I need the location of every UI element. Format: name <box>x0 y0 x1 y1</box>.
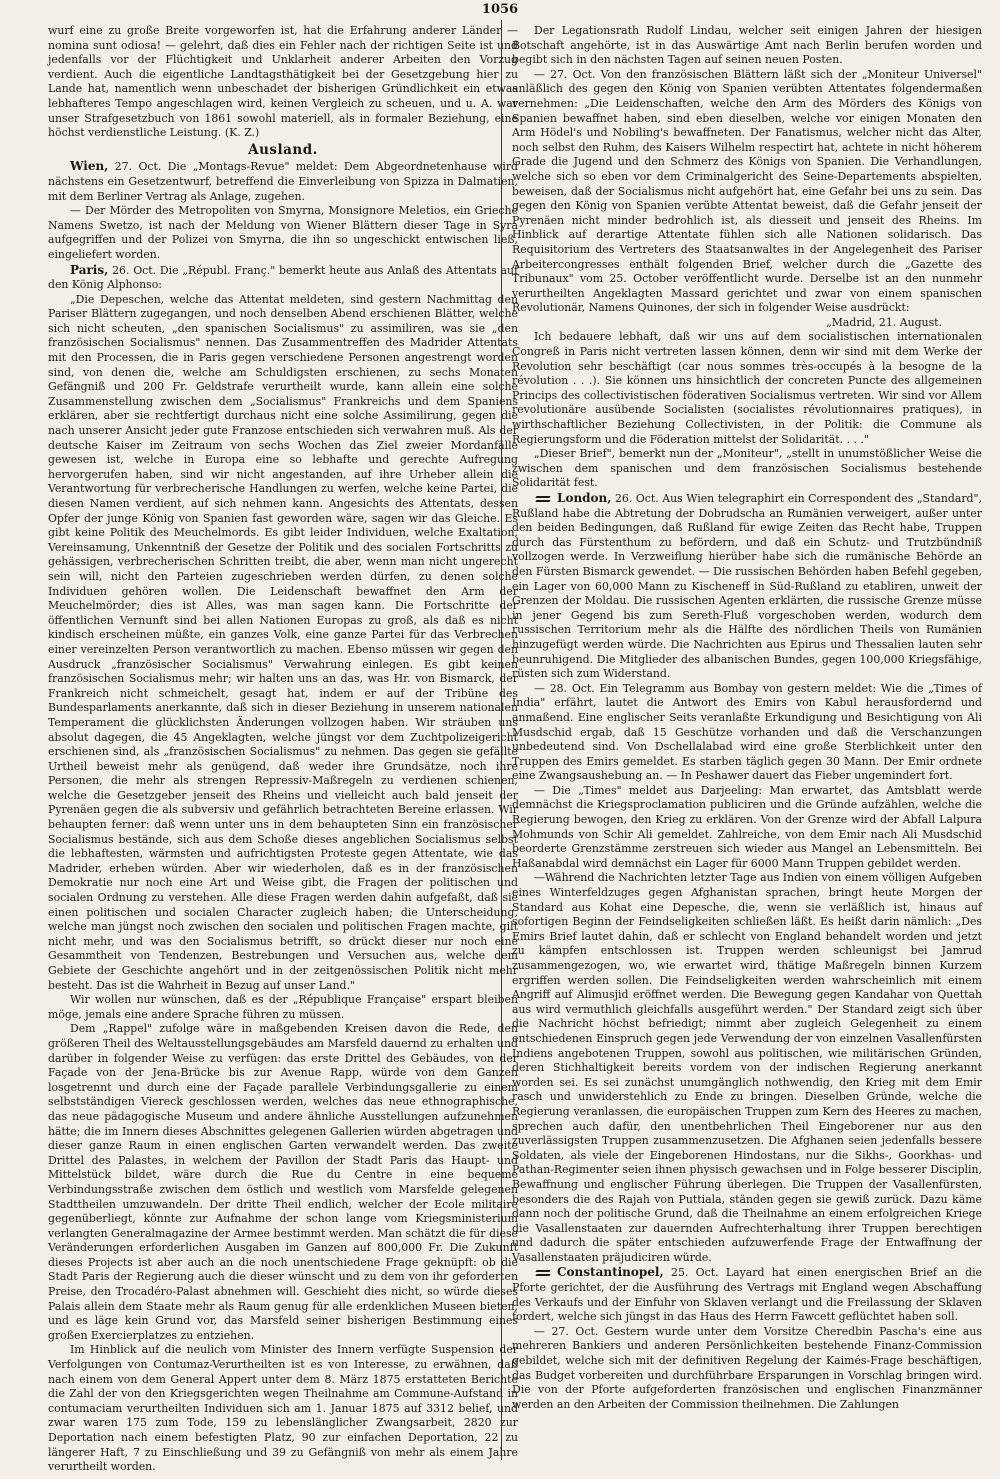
left-column <box>48 24 518 1474</box>
right-column <box>512 24 982 1464</box>
right-paragraph-1: Der Legationsrath Rudolf Lindau, welcher seit einigen Jahren der hiesigen Botschaft angehörte, ist in das Auswärtige Amt nach Berlin berufen worden und begibt sich in den nächsten Tagen auf seinen neuen Posten. <box>512 24 982 67</box>
london-paragraph <box>512 491 982 682</box>
right-paragraph-5: „Dieser Brief", bemerkt nun der „Moniteur", „stellt in unumstößlicher Weise die zwischen dem spanischen und dem französischen Socialismus bestehende Solidarität fest. <box>512 447 982 490</box>
dispatch-mark-icon <box>534 495 554 503</box>
constantinopel-paragraph <box>512 1265 982 1324</box>
london-text: 26. Oct. Aus Wien telegraphirt ein Correspondent des „Standard", Rußland habe die Abtretung der Dobrudscha an Rumänien verweigert, außer unter den beiden Bedingungen, daß Rußland für ewige Zeiten das Recht habe, Truppen durch das Fürstenthum zu befördern, und daß ein Schutz- und Trutzbündniß vollzogen werde. In Verzweiflung hierüber habe sich die rumänische Behörde an den Fürsten Bismarck gewendet. — Die russischen Behörden haben Befehl gegeben, ein Lager von 60,000 Mann zu Kischeneff in Süd-Rußland zu etabliren, unweit der Grenzen der Moldau. Die russischen Agenten erklärten, die russische Grenze müsse in jener Gegend bis zum Sereth-Fluß vorgeschoben werden, wodurch dem russischen Territorium mehr als die Hälfte des nördlichen Theils von Rumänien hinzugefügt werden würde. Die Nachrichten aus Epirus und Thessalien lauten sehr beunruhigend. Die Mitglieder des albanischen Bundes, gegen 100,000 Kriegsfähige, rüsten sich zum Widerstand. <box>512 492 982 681</box>
paris-quote: „Die Depeschen, welche das Attentat meldeten, sind gestern Nachmittag den Pariser Blättern zugegangen, und noch denselben Abend erschienen Blätter, welche sich nicht scheuten, „den spanischen Socialismus" zu assimiliren, was sie „den französischen Socialismus" nennen. Das Zusammentreffen des Madrider Attentats mit den Processen, die in Paris gegen verschiedene Personen angestrengt worden sind, von denen die, welche am Schuldigsten erschienen, zu sechs Monaten Gefängniß und 200 Fr. Geldstrafe verurtheilt wurde, kann allein eine solche Zusammenstellung zwischen dem „Socialismus" Frankreichs und dem Spaniens erklären, aber sie rechtfertigt durchaus nicht eine solche Assimilirung, gegen die nach unserer Ansicht jeder gute Franzose entschieden sich verwahren muß. Als der deutsche Kaiser im Zeitraum von sechs Wochen das Ziel zweier Mordanfälle gewesen ist, welche in Europa eine so lebhafte und gerechte Aufregung hervorgerufen haben, sind wir nicht angestanden, auf ihre Urheber allein die Verantwortung für verbrecherische Handlungen zu werfen, welche keine Partei, die diesen Namen verdient, auf sich nehmen kann. Angesichts des Attentats, dessen Opfer der junge König von Spanien fast geworden wäre, sagen wir das Gleiche. Es gibt keine Politik des Meuchelmords. Es gibt leider Individuen, welche Exaltation, Vereinsamung, Unkenntniß der Gesetze der Politik und des socialen Fortschritts zu gehässigen, verbrecherischen Schritten treibt, die aber, wenn man nicht ungerecht sein will, nicht den Parteien zugeschrieben werden dürfen, zu denen solche Individuen gehören wollen. Die Leidenschaft bewaffnet den Arm der Meuchelmörder; dies ist Alles, was man sagen kann. Die Fortschritte der öffentlichen Vernunft sind bei allen Nationen Europas zu groß, als daß es nicht kindisch erscheinen müßte, ein ganzes Volk, eine ganze Partei für das Verbrechen einer vereinzelten Person verantwortlich zu machen. Ebenso müssen wir gegen den Ausdruck „französischer Socialismus" Verwahrung einlegen. Es gibt keinen französischen Socialismus mehr; wir halten uns an das, was Hr. von Bismarck, der Frankreich nicht schmeichelt, gesagt hat, indem er auf der Tribüne des Bundesparlaments anerkannte, daß sich in dieser Beziehung in unserem nationalen Temperament die glücklichsten Änderungen vollzogen haben. Wir sträuben uns absolut dagegen, die 45 Angeklagten, welche jüngst vor dem Zuchtpolizeigericht erschienen sind, als „französischen Socialismus" zu nehmen. Das gegen sie gefällte Urtheil beweist mehr als genügend, daß weder ihre Grundsätze, noch ihre Personen, die mehr als strengen Repressiv-Maßregeln zu verdienen schienen, welche die Gesetzgeber jenseit des Rheins und vielleicht auch bald jenseit der Pyrenäen gegen die als subversiv und gefährlich betrachteten Bereine erlassen. Wir behaupten ferner: daß wenn unter uns in dem behaupteten Sinn ein französischer Socialismus bestände, sich aus dem Schoße dieses angeblichen Socialismus selbst die lebhaftesten, wärmsten und aufrichtigsten Proteste gegen Attentate, wie das Madrider, erheben würden. Aber wir wiederholen, daß es in der französischen Demokratie nur noch eine Art und Weise gibt, die Fragen der politischen und socialen Ordnung zu verstehen. Alle diese Fragen werden dahin aufgefaßt, daß sie einen politischen und socialen Character zugleich haben; die Unterscheidung, welche man jüngst noch zwischen den socialen und politischen Fragen machte, gilt nicht mehr, und was den Socialismus betrifft, so drückt dieser nur noch eine Gesammtheit von Tendenzen, Bestrebungen und Versuchen aus, welche dem Gebiete der Geschichte angehört und in der zeitgenössischen Politik nicht mehr besteht. Das ist die Wahrheit in Bezug auf unser Land." <box>48 292 518 992</box>
dateline-wien: Wien, <box>70 159 109 174</box>
paris-paragraph-5: Im Hinblick auf die neulich vom Minister des Innern verfügte Suspension der Verfolgungen von Contumaz-Verurtheilten ist es von Interesse, zu erwähnen, daß nach einem von dem General Appert unter dem 8. März 1875 erstatteten Berichte die Zahl der von den Kriegsgerichten wegen Theilnahme am Commune-Aufstand in contumaciam verurtheilten Individuen sich am 1. Januar 1875 auf 3312 belief, und zwar waren 175 zum Tode, 159 zu lebenslänglicher Zwangsarbeit, 2820 zur Deportation nach einem befestigten Platz, 90 zur einfachen Deportation, 22 zu längerer Haft, 7 zu Einschließung und 39 zu Gefängniß von mehr als einem Jahre verurtheilt worden. <box>48 1343 518 1474</box>
constantinopel-text: 25. Oct. Layard hat einen energischen Brief an die Pforte gerichtet, der die Ausführung des Vertrags mit England wegen Abschaffung des Verkaufs und der Einfuhr von Sklaven verlangt und die Freilassung der Sklaven fordert, welche sich jüngst in das Haus des Herrn Fawcett geflüchtet haben soll. <box>512 1266 983 1324</box>
dateline-london: London, <box>557 491 612 505</box>
paris-paragraph <box>48 263 518 293</box>
intro-paragraph: wurf eine zu große Breite vorgeworfen ist, hat die Erfahrung anderer Länder — nomina sunt odiosa! — gelehrt, daß dies ein Fehler nach der richtigen Seite ist und jedenfalls vor der Flüchtigkeit und Unklarheit anderer Arbeiten den Vorzug verdient. Auch die eigentliche Landtagsthätigkeit bei der Gesetzgebung hier zu Lande hat, namentlich wenn unbeschadet der bisherigen Gründlichkeit ein etwas lebhafteres Tempo angeschlagen wird, keinen Vergleich zu scheuen, und u. A. war unser Strafgesetzbuch von 1861 sowohl materiell, als in formaler Beziehung, eine höchst verdienstliche Leistung. (K. Z.) <box>48 24 518 140</box>
right-paragraph-8: — Die „Times" meldet aus Darjeeling: Man erwartet, das Amtsblatt werde demnächst die Kriegsproclamation publiciren und die Gründe aufzählen, welche die Regierung bewogen, den Krieg zu erklären. Von der Grenze wird der Abfall Lalpura Mohmunds von Schir Ali gemeldet. Zahlreiche, von dem Emir nach Ali Musdschid beorderte Grenzstämme zerstreuen sich wieder aus Mangel an Lebensmitteln. Bei Haßanabdal wird demnächst ein Lager für 6000 Mann Truppen gebildet werden. <box>512 783 982 870</box>
paris-paragraph-4: Dem „Rappel" zufolge wäre in maßgebenden Kreisen davon die Rede, den größeren Theil des Weltausstellungsgebäudes am Marsfeld dauernd zu erhalten und darüber in folgender Weise zu verfügen: das erste Drittel des Gebäudes, von der Façade von der Jena-Brücke bis zur Avenue Rapp, würde von dem Ganzen losgetrennt und durch eine der Façade parallele Verbindungsgallerie zu einem selbstständigen Viereck geschlossen werden, welches das neue ethnographische, das neue pädagogische Museum und andere ähnliche Ausstellungen aufzunehmen hätte; die im Innern dieses Abschnittes gelegenen Gallerien würden abgetragen und dieser ganze Raum in einen englischen Garten verwandelt werden. Das zweite Drittel des Palastes, in welchem der Pavillon der Stadt Paris das Haupt- und Mittelstück bildet, wäre durch die Rue du Centre in eine bequeme Verbindungsstraße zwischen dem östlich und westlich vom Marsfelde gelegenen Stadttheilen umzuwandeln. Der dritte Theil endlich, welcher der Ecole militaire gegenüberliegt, könnte zur Aufnahme der schon lange vom Kriegsministerium verlangten Generalmagazine der Armee bestimmt werden. Man schätzt die für diese Veränderungen erforderlichen Ausgaben im Ganzen auf 800,000 Fr. Die Zukunft dieses Projects ist aber auch an die noch unentschiedene Frage geknüpft: ob die Stadt Paris der Regierung auch die dieser wünscht und zu dem von ihr geforderten Preise, den Trocadéro-Palast abnehmen will. Geschieht dies nicht, so würde dieses Palais allein dem Staate mehr als Raum genug für alle erdenklichen Museen bieten, und es läge kein Grund vor, das Marsfeld seiner bisherigen Bestimmung eines großen Exercierplatzes zu entziehen. <box>48 1022 518 1342</box>
wien-paragraph-2: — Der Mörder des Metropoliten von Smyrna, Monsignore Meletios, ein Grieche Namens Swetzo, ist nach der Meldung von Wiener Blättern dieser Tage in Syra aufgegriffen und der Polizei von Smyrna, die ihn so ungeschickt entwischen ließ, eingeliefert worden. <box>48 204 518 261</box>
dateline-paris: Paris, <box>70 262 109 277</box>
right-paragraph-7: — 28. Oct. Ein Telegramm aus Bombay von gestern meldet: Wie die „Times of India" erfährt, lautet die Antwort des Emirs von Kabul herausfordernd und anmaßend. Eine englischer Seits veranlaßte Erkundigung und Besichtigung von Ali Musdschid ergab, daß 15 Geschütze vorhanden und daß die Verschanzungen unbedeutend sind. Von Dschellalabad wird eine große Sterblichkeit unter den Truppen des Emirs gemeldet. Es starben täglich gegen 30 Mann. Der Emir ordnete eine Zwangsaushebung an. — In Peshawer dauert das Fieber ungemindert fort. <box>512 681 982 783</box>
letter-dateline: „Madrid, 21. August. <box>826 315 942 329</box>
right-paragraph-11: — 27. Oct. Gestern wurde unter dem Vorsitze Cheredbin Pascha's eine aus mehreren Bankiers und anderen Persönlichkeiten bestehende Finanz-Commission gebildet, welche sich mit der definitiven Regelung der Kaimés-Frage beschäftigen, das Budget vorbereiten und durchführbare Ersparungen in Vorschlag bringen wird. Die von der Pforte aufgeforderten französischen und englischen Finanzmänner werden an den Arbeiten der Commission theilnehmen. Die Zahlungen <box>512 1324 982 1411</box>
wien-text: 27. Oct. Die „Montags-Revue" meldet: Dem Abgeordnetenhause wird nächstens ein Gesetzentwurf, betreffend die Einverleibung von Spizza in Dalmatien, mit dem Berliner Vertrag als Anlage, zugehen. <box>48 160 518 203</box>
page-number: 1056 <box>481 2 519 17</box>
section-heading-ausland: Ausland. <box>248 141 318 158</box>
dispatch-mark-icon <box>534 1269 554 1277</box>
wien-paragraph <box>48 159 518 204</box>
letter-text: Ich bedauere lebhaft, daß wir uns auf dem socialistischen internationalen Congreß in Paris nicht vertreten lassen können, denn wir sind mit dem Werke der Revolution sehr beschäftigt (car nous sommes très-occupés à la besogne de la révolution . . .). Sie können uns hinsichtlich der concreten Puncte des allgemeinen Princips des collectivistischen föderativen Socialismus vertreten. Wir sind vor Allem revolutionäre ausübende Socialisten (socialistes révolutionnaires pratiques), in wirthschaftlicher Beziehung Collectivisten, in der Politik: die Commune als Regierungsform und die Föderation mittelst der Solidarität. . . ." <box>512 330 982 446</box>
paris-paragraph-3: Wir wollen nur wünschen, daß es der „République Française" erspart bleiben möge, jemals eine andere Sprache führen zu müssen. <box>48 993 518 1021</box>
right-paragraph-2: — 27. Oct. Von den französischen Blättern läßt sich der „Moniteur Universel" anläßlich des gegen den König von Spanien verübten Attentates folgendermaßen vernehmen: „Die Leidenschaften, welche den Arm des Mörders des Königs von Spanien bewaffnet haben, sind eben dieselben, welche vor einigen Monaten den Arm Hödel's und Nobiling's bewaffneten. Der Fanatismus, welcher nicht das Alter, noch selbst den Ruhm, des Kaisers Wilhelm respectirt hat, achtete in nicht höherem Grade die Jugend und den Schmerz des Königs von Spanien. Die Verhandlungen, welche sich so eben vor dem Criminalgericht des Seine-Departements abspielten, beweisen, daß der Socialismus nicht aufgehört hat, eine Gefahr bei uns zu sein. Das gegen den König von Spanien verübte Attentat beweist, daß die Gefahr jenseit der Pyrenäen nicht minder bedrohlich ist, als diesseit und jenseit des Rheins. Im Hinblick auf derartige Attentate fühlen sich alle Nationen solidarisch. Das Requisitorium des Vertreters des Staatsanwaltes in der Angelegenheit des Pariser Arbeitercongresses enthält folgenden Brief, welcher durch die „Gazette des Tribunaux" vom 25. October veröffentlicht wurde. Derselbe ist an den nunmehr verurtheilten Angeklagten Massard gerichtet und zwar von einem spanischen Revolutionär, Namens Quinones, der sich in folgender Weise ausdrückt: <box>512 67 982 315</box>
right-paragraph-9: —Während die Nachrichten letzter Tage aus Indien von einem völligen Aufgeben eines Winterfeldzuges gegen Afghanistan sprachen, bringt heute Morgen der Standard aus Kohat eine Depesche, die, wenn sie verläßlich ist, hinaus auf sofortigen Beginn der Feindseligkeiten schließen läßt. Es heißt darin nämlich: „Des Emirs Brief lautet dahin, daß er schlecht von England behandelt worden und jetzt zu kämpfen entschlossen ist. Truppen werden schleunigst bei Jamrud zusammengezogen, wo, wie erwartet wird, thätige Maßregeln binnen Kurzem ergriffen werden sollen. Die Feindseligkeiten werden wahrscheinlich mit einem Angriff auf Alimusjid eröffnet werden. Die Bewegung gegen Kandahar von Quettah aus wird vermuthlich gleichfalls ausgeführt werden." Der Standard zeigt sich über die Nachricht höchst befriedigt; nimmt aber zugleich Gelegenheit zu einem entschiedenen Einspruch gegen jede Verwendung der von einzelnen Vasallenfürsten Indiens angebotenen Truppen, sowohl aus politischen, wie militärischen Gründen, deren Stichhaltigkeit bereits vordem von der indischen Regierung anerkannt worden sei. Es sei zunächst unumgänglich nothwendig, den Krieg mit dem Emir rasch und unwiderstehlich zu Ende zu bringen. Dieselben Gründe, welche die Regierung veranlassen, die europäischen Truppen zum Kern des Heeres zu machen, sprechen auch dafür, den unentbehrlichen Theil Eingeborener nur aus den zuverlässigsten Truppen zusammenzusetzen. Die Afghanen seien jedenfalls bessere Soldaten, als viele der Eingeborenen Hindostans, nur die Sikhs-, Goorkhas- und Pathan-Regimenter seien ihnen physisch gewachsen und in Folge besserer Disciplin, Bewaffnung und englischer Führung überlegen. Die Truppen der Vasallenfürsten, besonders die des Rajah von Puttiala, ständen gegen sie gewiß zurück. Dazu käme dann noch der politische Grund, daß die Theilnahme an einem erfolgreichen Kriege die Vasallenstaaten zur dauernden Aufrechterhaltung ihrer Truppen berechtigen und dadurch die später entschieden aufzuwerfende Frage der Entwaffnung der Vasallenstaaten präjudiciren würde. <box>512 871 982 1264</box>
dateline-constantinopel: Constantinopel, <box>557 1265 664 1280</box>
paris-text: 26. Oct. Die „Républ. Franç." bemerkt heute aus Anlaß des Attentats auf den König Alphonso: <box>48 263 518 292</box>
